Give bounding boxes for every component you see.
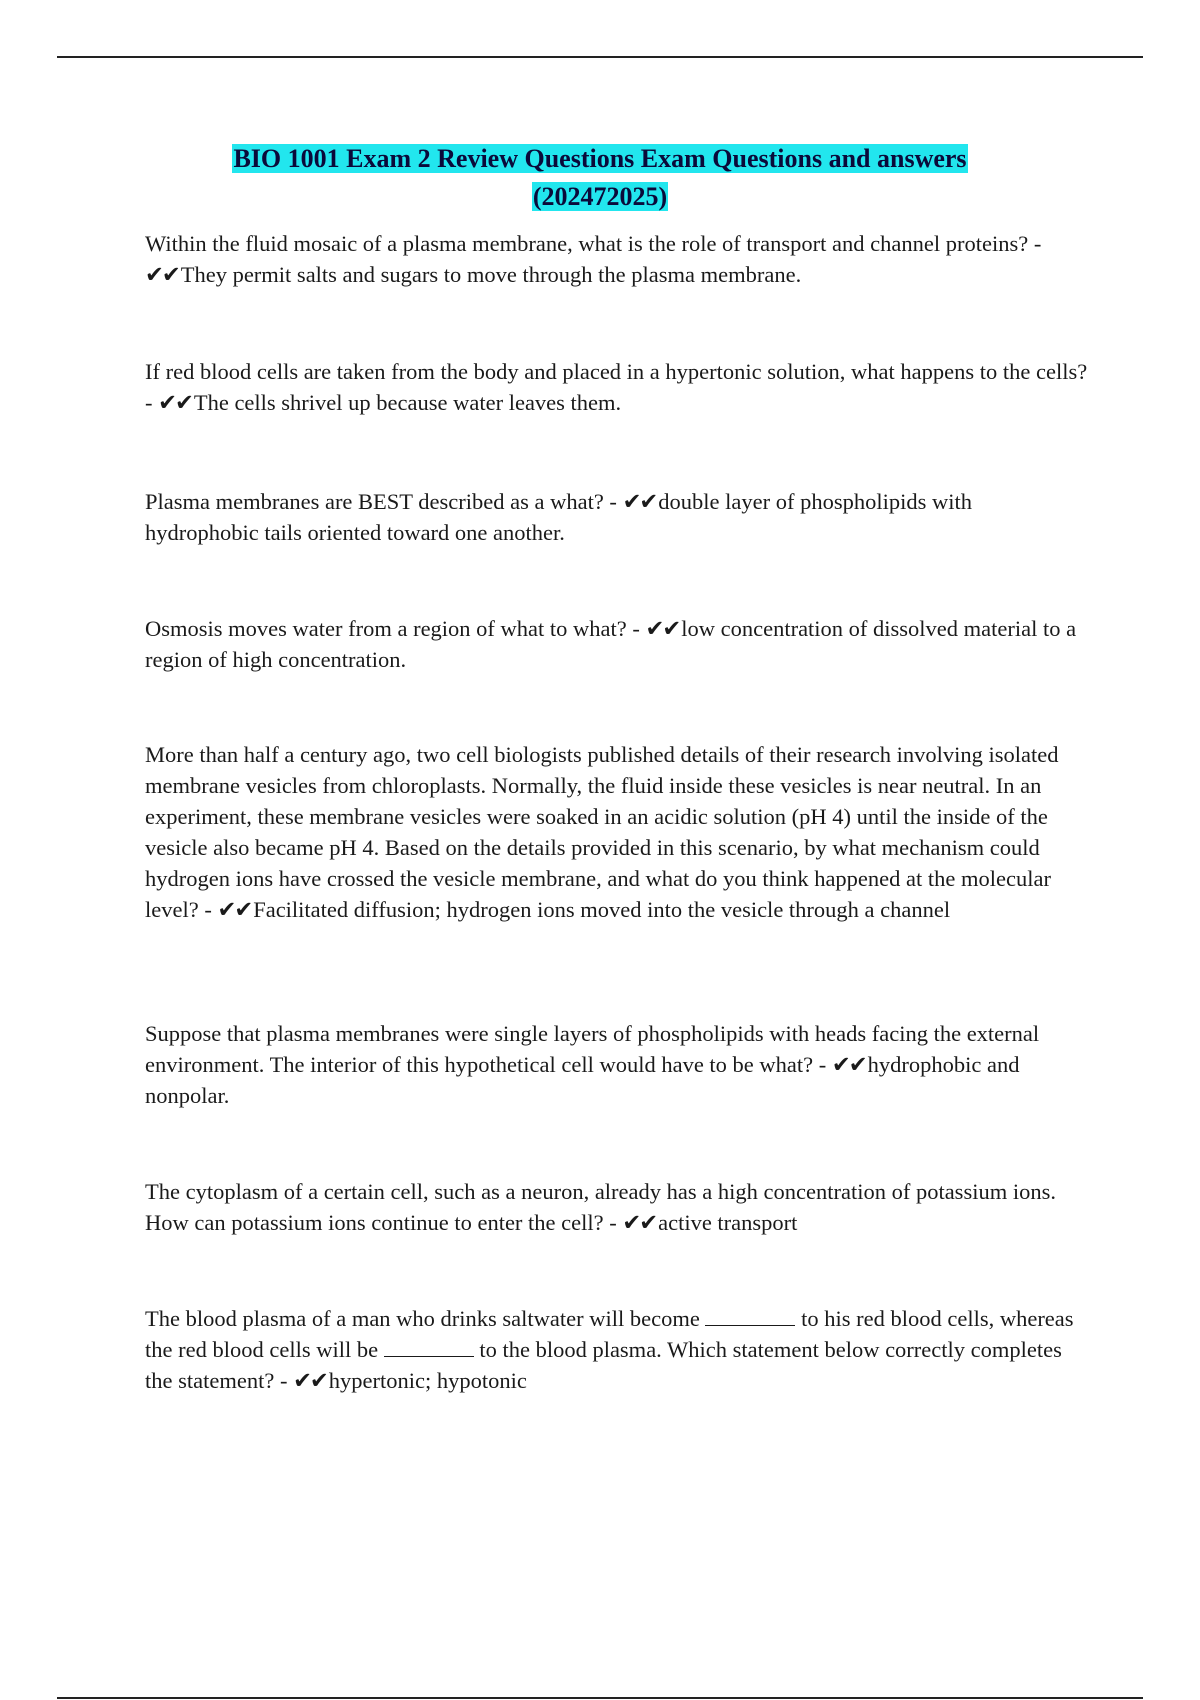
question-text: The cytoplasm of a certain cell, such as a neuron, already has a high concentration of potassium ions. How can potassium ions continue to enter the cell? - [145,1179,1056,1235]
check-mark-icon: ✔✔ [293,1368,327,1393]
answer-text: low concentration of dissolved material to a region of high concentration. [145,616,1077,672]
check-mark-icon: ✔✔ [645,616,680,641]
qa-item-4 [145,613,1090,675]
question-text: If red blood cells are taken from the body and placed in a hypertonic solution, what happens to the cells? - [145,359,1088,415]
title-line-1: BIO 1001 Exam 2 Review Questions Exam Questions and answers [233,144,967,173]
qa-item-5 [145,739,1090,925]
fill-in-blank [384,1336,474,1357]
check-mark-icon: ✔✔ [622,1210,657,1235]
answer-text: Facilitated diffusion; hydrogen ions moved into the vesicle through a channel [253,897,951,922]
qa-item-8 [145,1303,1090,1396]
top-rule [57,56,1143,58]
qa-item-1 [145,228,1090,290]
fill-in-blank [705,1305,795,1326]
answer-text: The cells shrivel up because water leaves them. [193,390,622,415]
question-text: Plasma membranes are BEST described as a what? - [145,489,623,514]
document-title [145,140,1055,216]
answer-text: active transport [658,1210,798,1235]
question-text-part-2: to his red blood cells, whereas the red blood cells will be [145,1306,1074,1362]
answer-text: hypertonic; hypotonic [328,1368,527,1393]
question-text-part-3: to the blood plasma. Which statement below correctly completes the statement? - [145,1337,1062,1393]
check-mark-icon: ✔✔ [831,1052,866,1077]
question-text: Within the fluid mosaic of a plasma membrane, what is the role of transport and channel proteins? - [145,231,1042,256]
qa-item-7 [145,1176,1090,1238]
qa-item-3 [145,486,1090,548]
check-mark-icon: ✔✔ [158,390,192,415]
bottom-rule [57,1697,1143,1699]
answer-text: hydrophobic and nonpolar. [145,1052,1020,1108]
question-text: Suppose that plasma membranes were single layers of phospholipids with heads facing the external environment. The interior of this hypothetical cell would have to be what? - [145,1021,1040,1077]
answer-text: double layer of phospholipids with hydrophobic tails oriented toward one another. [145,489,972,545]
check-mark-icon: ✔✔ [145,262,179,287]
answer-text: They permit salts and sugars to move through the plasma membrane. [180,262,802,287]
qa-item-6 [145,1018,1090,1111]
question-text: More than half a century ago, two cell biologists published details of their research involving isolated membrane vesicles from chloroplasts. Normally, the fluid inside these vesicles is near neutral. In an experiment, these membrane vesicles were soaked in an acidic solution (pH 4) until the inside of the vesicle also became pH 4. Based on the details provided in this scenario, by what mechanism could hydrogen ions have crossed the vesicle membrane, and what do you think happened at the molecular level? - [145,742,1059,922]
question-text: Osmosis moves water from a region of what to what? - [145,616,646,641]
title-line-2: (202472025) [532,182,668,211]
check-mark-icon: ✔✔ [622,489,657,514]
qa-item-2 [145,356,1090,418]
check-mark-icon: ✔✔ [217,897,252,922]
question-text-part-1: The blood plasma of a man who drinks saltwater will become [145,1306,706,1331]
